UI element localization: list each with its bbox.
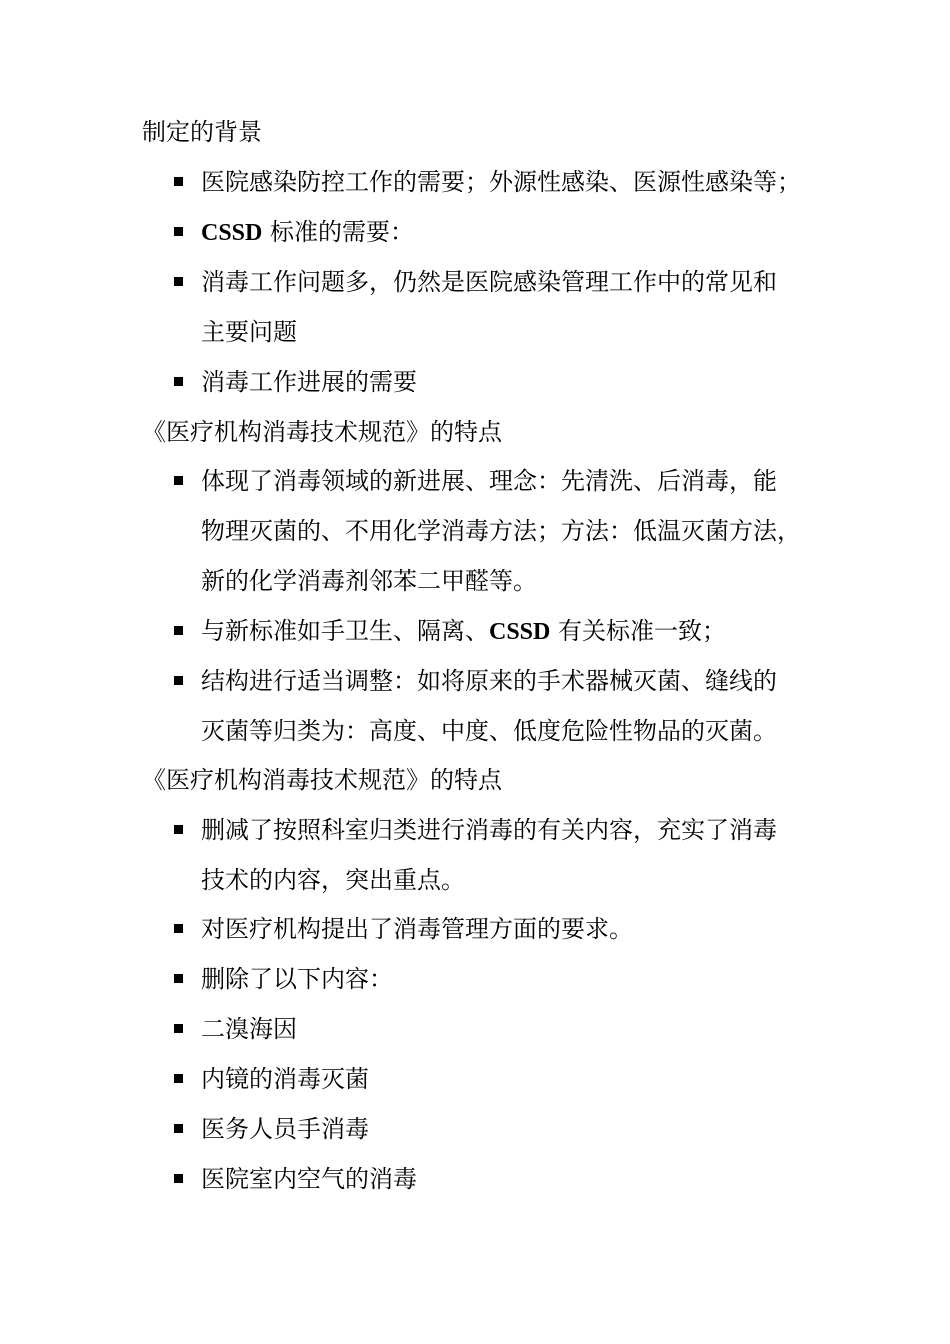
list-item: 内镜的消毒灭菌 bbox=[201, 1065, 369, 1093]
list-item-continuation: 物理灭菌的、不用化学消毒方法；方法：低温灭菌方法， bbox=[201, 517, 801, 545]
list-item: 对医疗机构提出了消毒管理方面的要求。 bbox=[201, 915, 633, 943]
bullet-square-icon bbox=[174, 626, 183, 635]
list-item: 结构进行适当调整：如将原来的手术器械灭菌、缝线的 bbox=[201, 667, 777, 695]
list-item-bold-text: CSSD bbox=[201, 220, 263, 246]
bullet-square-icon bbox=[174, 1074, 183, 1083]
section-heading-features: 《医疗机构消毒技术规范》的特点 bbox=[142, 418, 502, 446]
list-item: 医院室内空气的消毒 bbox=[201, 1165, 417, 1193]
list-item: 体现了消毒领域的新进展、理念：先清洗、后消毒，能 bbox=[201, 467, 777, 495]
bullet-square-icon bbox=[174, 676, 183, 685]
list-item-continuation: 技术的内容，突出重点。 bbox=[201, 866, 465, 894]
list-item-continuation: 新的化学消毒剂邻苯二甲醛等。 bbox=[201, 567, 537, 595]
bullet-square-icon bbox=[174, 924, 183, 933]
list-item-text: 与新标准如手卫生、隔离、 bbox=[201, 617, 489, 645]
bullet-square-icon bbox=[174, 825, 183, 834]
list-item-continuation: 主要问题 bbox=[201, 318, 297, 346]
list-item: 删减了按照科室归类进行消毒的有关内容，充实了消毒 bbox=[201, 816, 777, 844]
list-item: 二溴海因 bbox=[201, 1015, 297, 1043]
bullet-square-icon bbox=[174, 377, 183, 386]
list-item: 消毒工作进展的需要 bbox=[201, 368, 417, 396]
list-item-text: 标准的需要： bbox=[262, 218, 414, 246]
bullet-square-icon bbox=[174, 974, 183, 983]
list-item-bold-text: CSSD bbox=[489, 619, 551, 645]
list-item bbox=[201, 217, 414, 248]
section-heading-background: 制定的背景 bbox=[142, 118, 262, 146]
list-item: 删除了以下内容： bbox=[201, 965, 393, 993]
bullet-square-icon bbox=[174, 476, 183, 485]
list-item: 医务人员手消毒 bbox=[201, 1115, 369, 1143]
list-item: 消毒工作问题多，仍然是医院感染管理工作中的常见和 bbox=[201, 268, 777, 296]
list-item-text: 有关标准一致； bbox=[550, 617, 726, 645]
bullet-square-icon bbox=[174, 277, 183, 286]
list-item-continuation: 灭菌等归类为：高度、中度、低度危险性物品的灭菌。 bbox=[201, 717, 777, 745]
bullet-square-icon bbox=[174, 177, 183, 186]
list-item: 医院感染防控工作的需要；外源性感染、医源性感染等； bbox=[201, 168, 801, 196]
bullet-square-icon bbox=[174, 1124, 183, 1133]
list-item bbox=[201, 616, 726, 647]
section-heading-features: 《医疗机构消毒技术规范》的特点 bbox=[142, 766, 502, 794]
bullet-square-icon bbox=[174, 1174, 183, 1183]
bullet-square-icon bbox=[174, 227, 183, 236]
bullet-square-icon bbox=[174, 1024, 183, 1033]
